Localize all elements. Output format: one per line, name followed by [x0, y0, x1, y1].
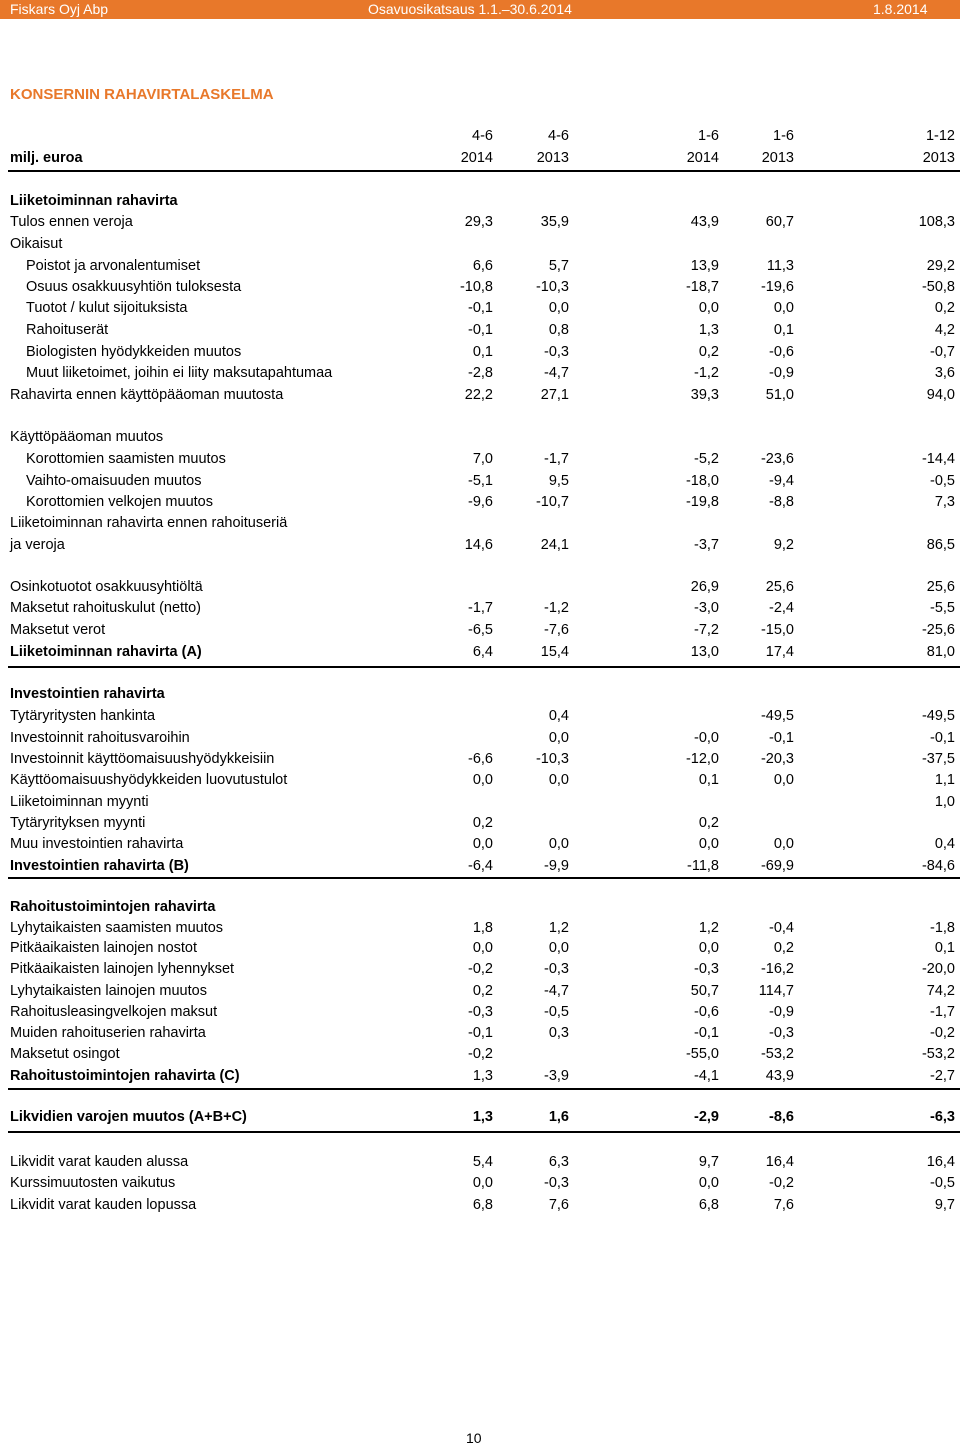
row-value: 50,7 [690, 983, 719, 999]
row-value: -0,0 [694, 730, 719, 746]
row-value: 6,8 [472, 1197, 493, 1213]
table-row [0, 622, 960, 644]
header-bar [0, 0, 960, 19]
table-row [0, 300, 960, 322]
table-row [0, 387, 960, 409]
row-label: Tuotot / kulut sijoituksista [26, 300, 188, 316]
row-value: -15,0 [760, 622, 794, 638]
row-value: -0,2 [468, 1046, 493, 1062]
row-value: 11,3 [766, 258, 794, 274]
row-value: 1,2 [548, 920, 569, 936]
row-value: -0,3 [769, 1025, 794, 1041]
row-value: 7,6 [773, 1197, 794, 1213]
row-label: Liiketoiminnan rahavirta (A) [10, 644, 202, 660]
row-label: Oikaisut [10, 236, 63, 252]
column-period: 1-6 [773, 128, 794, 144]
row-value: -0,3 [544, 1175, 569, 1191]
table-row [0, 494, 960, 516]
row-value: -3,9 [544, 1068, 569, 1084]
row-value: 14,6 [464, 537, 493, 553]
row-value: 0,0 [548, 730, 569, 746]
table-row [0, 1197, 960, 1219]
row-value: 0,0 [698, 940, 719, 956]
row-value: 17,4 [765, 644, 794, 660]
row-value: -16,2 [760, 961, 794, 977]
row-value: 9,7 [934, 1197, 955, 1213]
row-label: Vaihto-omaisuuden muutos [26, 473, 202, 489]
row-label: Korottomien saamisten muutos [26, 451, 226, 467]
table-row [0, 1004, 960, 1026]
column-period: 4-6 [548, 128, 569, 144]
row-value: 6,3 [548, 1154, 569, 1170]
row-value: 25,6 [926, 579, 955, 595]
table-row [0, 236, 960, 258]
row-value: 51,0 [765, 387, 794, 403]
row-value: 1,3 [472, 1068, 493, 1084]
row-value: -4,7 [544, 983, 569, 999]
row-value: 26,9 [690, 579, 719, 595]
total-rule [8, 666, 960, 668]
row-value: 29,2 [926, 258, 955, 274]
table-row [0, 429, 960, 451]
row-label: Investoinnit rahoitusvaroihin [10, 730, 190, 746]
column-header-years [0, 150, 960, 172]
row-value: 7,6 [548, 1197, 569, 1213]
row-value: 0,0 [548, 940, 569, 956]
row-label: Muu investointien rahavirta [10, 836, 184, 852]
row-label: Lyhytaikaisten lainojen muutos [10, 983, 207, 999]
row-value: -0,3 [544, 961, 569, 977]
row-value: 1,3 [472, 1109, 493, 1125]
column-year: 2013 [922, 150, 955, 166]
row-value: 25,6 [765, 579, 794, 595]
row-value: 0,8 [548, 322, 569, 338]
row-value: 9,2 [773, 537, 794, 553]
row-value: -11,8 [687, 858, 719, 874]
table-row [0, 730, 960, 752]
row-value: 6,4 [472, 644, 493, 660]
table-row [0, 940, 960, 962]
row-value: -1,8 [930, 920, 955, 936]
table-row [0, 794, 960, 816]
row-label: Rahoituserät [26, 322, 109, 338]
row-value: -19,8 [685, 494, 719, 510]
row-value: -53,2 [760, 1046, 794, 1062]
row-value: -0,3 [468, 1004, 493, 1020]
table-row [0, 983, 960, 1005]
row-value: 7,0 [472, 451, 493, 467]
row-value: -0,5 [544, 1004, 569, 1020]
page-number: 10 [466, 1430, 482, 1446]
table-row [0, 644, 960, 666]
table-row [0, 473, 960, 495]
row-label: Maksetut rahoituskulut (netto) [10, 600, 202, 616]
row-value: -18,0 [685, 473, 719, 489]
row-value: 0,1 [698, 772, 719, 788]
header-rule [8, 170, 960, 172]
row-label: Muiden rahoituserien rahavirta [10, 1025, 206, 1041]
table-row [0, 920, 960, 942]
row-value: 0,4 [934, 836, 955, 852]
row-value: -5,5 [930, 600, 955, 616]
table-row [0, 708, 960, 730]
row-value: -8,6 [769, 1109, 794, 1125]
row-value: 0,0 [773, 836, 794, 852]
row-value: -49,5 [921, 708, 955, 724]
row-value: -0,1 [468, 1025, 493, 1041]
row-value: 60,7 [765, 214, 794, 230]
row-value: 0,0 [548, 772, 569, 788]
row-value: -0,1 [769, 730, 794, 746]
row-label: Poistot ja arvonalentumiset [26, 258, 201, 274]
row-value: 43,9 [690, 214, 719, 230]
table-row [0, 279, 960, 301]
row-label: Maksetut verot [10, 622, 106, 638]
table-row [0, 961, 960, 983]
row-value: -14,4 [921, 451, 955, 467]
row-value: 0,0 [472, 836, 493, 852]
table-row [0, 214, 960, 236]
column-year: 2014 [460, 150, 493, 166]
table-row [0, 193, 960, 215]
row-label: Rahoitustoimintojen rahavirta (C) [10, 1068, 240, 1084]
row-value: -6,5 [468, 622, 493, 638]
row-value: 7,3 [934, 494, 955, 510]
row-value: 0,0 [548, 300, 569, 316]
row-label: Korottomien velkojen muutos [26, 494, 213, 510]
column-period: 1-12 [925, 128, 955, 144]
row-value: -0,6 [769, 344, 794, 360]
row-value: 22,2 [464, 387, 493, 403]
row-value: 43,9 [765, 1068, 794, 1084]
row-label: Tytäryrityksen myynti [10, 815, 146, 831]
row-value: -0,2 [468, 961, 493, 977]
row-value: -0,6 [694, 1004, 719, 1020]
row-value: 13,9 [690, 258, 719, 274]
table-row [0, 579, 960, 601]
row-value: -84,6 [921, 858, 955, 874]
row-value: 0,0 [698, 1175, 719, 1191]
row-value: -53,2 [921, 1046, 955, 1062]
row-value: 0,2 [698, 344, 719, 360]
row-value: -10,3 [535, 279, 569, 295]
row-value: -5,1 [468, 473, 493, 489]
column-header-periods [0, 128, 960, 150]
row-value: 27,1 [540, 387, 569, 403]
table-row [0, 515, 960, 537]
row-value: -1,7 [544, 451, 569, 467]
row-value: 13,0 [690, 644, 719, 660]
row-value: -2,4 [769, 600, 794, 616]
row-label: Rahoitusleasingvelkojen maksut [10, 1004, 218, 1020]
row-label: Biologisten hyödykkeiden muutos [26, 344, 242, 360]
row-value: -18,7 [685, 279, 719, 295]
row-value: -9,9 [544, 858, 569, 874]
table-row [0, 365, 960, 387]
row-value: -0,7 [930, 344, 955, 360]
row-value: -1,2 [544, 600, 569, 616]
row-value: -7,2 [694, 622, 719, 638]
row-value: -19,6 [760, 279, 794, 295]
row-label: Muut liiketoimet, joihin ei liity maksutapahtumaa [26, 365, 333, 381]
report-title: Osavuosikatsaus 1.1.–30.6.2014 [368, 1, 572, 17]
row-value: 0,2 [472, 983, 493, 999]
row-value: -1,2 [694, 365, 719, 381]
company-name: Fiskars Oyj Abp [10, 1, 109, 17]
row-label: Investoinnit käyttöomaisuushyödykkeisiin [10, 751, 275, 767]
row-value: -20,0 [921, 961, 955, 977]
row-value: -55,0 [685, 1046, 719, 1062]
row-label: Kurssimuutosten vaikutus [10, 1175, 176, 1191]
row-value: -0,5 [930, 1175, 955, 1191]
row-value: -0,1 [694, 1025, 719, 1041]
table-row [0, 1154, 960, 1176]
row-value: -0,3 [694, 961, 719, 977]
row-value: 1,3 [698, 322, 719, 338]
row-value: -2,9 [694, 1109, 719, 1125]
row-value: 4,2 [934, 322, 955, 338]
row-label: Liiketoiminnan rahavirta [10, 193, 178, 209]
row-label: Maksetut osingot [10, 1046, 120, 1062]
row-value: 9,7 [698, 1154, 719, 1170]
row-label: Rahoitustoimintojen rahavirta [10, 899, 216, 915]
table-row [0, 1046, 960, 1068]
row-value: 0,2 [773, 940, 794, 956]
row-value: 94,0 [926, 387, 955, 403]
row-label: Investointien rahavirta [10, 686, 165, 702]
row-value: 6,6 [472, 258, 493, 274]
row-value: 29,3 [464, 214, 493, 230]
row-value: 0,2 [934, 300, 955, 316]
total-rule [8, 1131, 960, 1133]
row-value: 5,4 [472, 1154, 493, 1170]
row-value: 0,0 [698, 836, 719, 852]
table-row [0, 600, 960, 622]
row-label: Lyhytaikaisten saamisten muutos [10, 920, 224, 936]
row-label: Käyttöomaisuushyödykkeiden luovutustulot [10, 772, 288, 788]
row-value: 0,0 [472, 772, 493, 788]
row-value: 74,2 [926, 983, 955, 999]
row-value: 16,4 [926, 1154, 955, 1170]
row-value: -9,4 [769, 473, 794, 489]
row-label: Käyttöpääoman muutos [10, 429, 164, 445]
row-value: -6,3 [930, 1109, 955, 1125]
row-value: 0,1 [773, 322, 794, 338]
column-year: 2014 [686, 150, 719, 166]
row-label: Liiketoiminnan rahavirta ennen rahoituseriä [10, 515, 288, 531]
row-value: 39,3 [690, 387, 719, 403]
row-value: 0,1 [934, 940, 955, 956]
row-value: 0,3 [548, 1025, 569, 1041]
row-value: 114,7 [758, 983, 794, 999]
table-row [0, 451, 960, 473]
row-value: -4,1 [694, 1068, 719, 1084]
row-value: 16,4 [765, 1154, 794, 1170]
row-value: -6,6 [468, 751, 493, 767]
row-value: -0,1 [468, 300, 493, 316]
row-value: -9,6 [468, 494, 493, 510]
row-value: -0,4 [769, 920, 794, 936]
row-label: Liiketoiminnan myynti [10, 794, 149, 810]
row-label: Osinkotuotot osakkuusyhtiöltä [10, 579, 203, 595]
row-value: -25,6 [921, 622, 955, 638]
row-label: ja veroja [10, 537, 65, 553]
row-value: -2,8 [468, 365, 493, 381]
row-value: -5,2 [694, 451, 719, 467]
table-row [0, 1068, 960, 1090]
row-value: 15,4 [540, 644, 569, 660]
row-value: 1,2 [698, 920, 719, 936]
table-row [0, 258, 960, 280]
row-value: 9,5 [548, 473, 569, 489]
row-value: -2,7 [930, 1068, 955, 1084]
row-value: -20,3 [760, 751, 794, 767]
row-value: -37,5 [921, 751, 955, 767]
table-row [0, 836, 960, 858]
row-value: 0,0 [773, 772, 794, 788]
total-rule [8, 1088, 960, 1090]
table-row [0, 1175, 960, 1197]
row-value: 1,6 [548, 1109, 569, 1125]
column-period: 4-6 [472, 128, 493, 144]
row-value: 1,1 [934, 772, 955, 788]
total-rule [8, 877, 960, 879]
table-row [0, 1109, 960, 1131]
row-value: 0,2 [698, 815, 719, 831]
table-row [0, 772, 960, 794]
page-title: KONSERNIN RAHAVIRTALASKELMA [10, 86, 274, 103]
row-value: -50,8 [921, 279, 955, 295]
column-period: 1-6 [698, 128, 719, 144]
row-value: -10,8 [459, 279, 493, 295]
row-value: 3,6 [934, 365, 955, 381]
row-value: 81,0 [926, 644, 955, 660]
row-value: 0,0 [773, 300, 794, 316]
column-year: 2013 [761, 150, 794, 166]
row-value: 108,3 [918, 214, 955, 230]
row-value: -23,6 [760, 451, 794, 467]
row-value: 0,2 [472, 815, 493, 831]
unit-label: milj. euroa [10, 150, 83, 166]
row-value: -8,8 [769, 494, 794, 510]
row-value: 5,7 [548, 258, 569, 274]
row-label: Tytäryritysten hankinta [10, 708, 156, 724]
row-value: 86,5 [926, 537, 955, 553]
table-row [0, 1025, 960, 1047]
row-value: -10,3 [535, 751, 569, 767]
row-value: 1,0 [934, 794, 955, 810]
row-value: -10,7 [535, 494, 569, 510]
table-row [0, 899, 960, 921]
row-value: -3,0 [694, 600, 719, 616]
row-value: 0,0 [548, 836, 569, 852]
column-year: 2013 [536, 150, 569, 166]
table-row [0, 344, 960, 366]
row-value: -7,6 [544, 622, 569, 638]
row-value: 0,0 [472, 940, 493, 956]
table-row [0, 686, 960, 708]
row-value: -1,7 [930, 1004, 955, 1020]
row-value: 1,8 [472, 920, 493, 936]
row-value: -3,7 [694, 537, 719, 553]
row-label: Likvidit varat kauden alussa [10, 1154, 189, 1170]
row-label: Likvidit varat kauden lopussa [10, 1197, 197, 1213]
row-value: -0,1 [468, 322, 493, 338]
row-label: Osuus osakkuusyhtiön tuloksesta [26, 279, 242, 295]
row-value: -49,5 [760, 708, 794, 724]
row-value: -0,2 [930, 1025, 955, 1041]
row-value: 0,0 [472, 1175, 493, 1191]
row-label: Pitkäaikaisten lainojen nostot [10, 940, 198, 956]
row-value: -4,7 [544, 365, 569, 381]
row-label: Tulos ennen veroja [10, 214, 133, 230]
table-row [0, 537, 960, 559]
row-value: -0,2 [769, 1175, 794, 1191]
row-value: 24,1 [540, 537, 569, 553]
row-value: -69,9 [760, 858, 794, 874]
row-value: 6,8 [698, 1197, 719, 1213]
row-value: 35,9 [540, 214, 569, 230]
row-label: Pitkäaikaisten lainojen lyhennykset [10, 961, 235, 977]
row-value: -1,7 [468, 600, 493, 616]
row-value: 0,0 [698, 300, 719, 316]
table-row [0, 322, 960, 344]
row-value: 0,4 [548, 708, 569, 724]
report-date: 1.8.2014 [873, 1, 928, 17]
row-label: Likvidien varojen muutos (A+B+C) [10, 1109, 247, 1125]
row-label: Investointien rahavirta (B) [10, 858, 189, 874]
table-row [0, 751, 960, 773]
row-label: Rahavirta ennen käyttöpääoman muutosta [10, 387, 284, 403]
row-value: -0,5 [930, 473, 955, 489]
row-value: -12,0 [685, 751, 719, 767]
row-value: -0,9 [769, 365, 794, 381]
row-value: -0,1 [930, 730, 955, 746]
row-value: -0,3 [544, 344, 569, 360]
row-value: -0,9 [769, 1004, 794, 1020]
row-value: 0,1 [472, 344, 493, 360]
table-row [0, 815, 960, 837]
row-value: -6,4 [468, 858, 493, 874]
